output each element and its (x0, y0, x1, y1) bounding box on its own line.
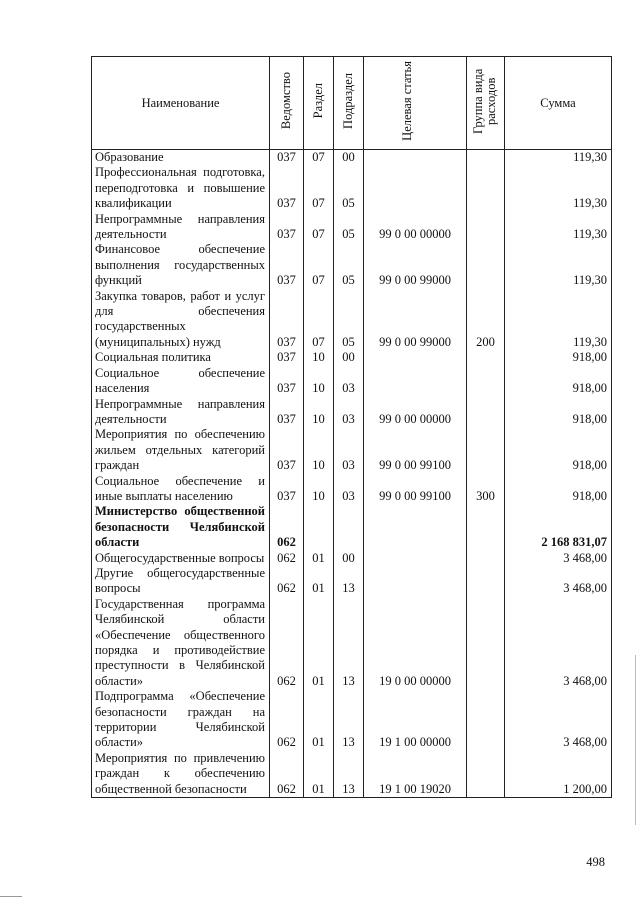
row-name: Мероприятия по обеспечению жильем отдельных категорий граждан (92, 427, 270, 473)
row-target: 19 1 00 19020 (364, 751, 467, 798)
row-dept: 062 (270, 566, 304, 597)
row-dept: 037 (270, 397, 304, 428)
table-row (92, 751, 612, 798)
table-row (92, 504, 612, 550)
table-row (92, 566, 612, 597)
row-dept: 037 (270, 150, 304, 166)
row-section: 01 (304, 566, 334, 597)
header-dept: Ведомство (270, 57, 304, 150)
row-name: Образование (92, 150, 270, 166)
row-expense-group (467, 551, 505, 566)
row-sum: 918,00 (505, 397, 612, 428)
row-expense-group (467, 427, 505, 473)
row-subsection: 00 (334, 551, 364, 566)
row-subsection: 13 (334, 689, 364, 751)
row-section: 01 (304, 597, 334, 689)
row-section: 10 (304, 350, 334, 365)
row-expense-group: 200 (467, 289, 505, 351)
row-expense-group (467, 350, 505, 365)
row-sum: 119,30 (505, 242, 612, 288)
row-target: 99 0 00 99100 (364, 474, 467, 505)
row-dept: 062 (270, 751, 304, 798)
row-section: 01 (304, 751, 334, 798)
row-subsection: 00 (334, 350, 364, 365)
row-sum: 3 468,00 (505, 551, 612, 566)
row-target (364, 165, 467, 211)
header-expense-group: Группа вида расходов (467, 57, 505, 150)
row-section: 01 (304, 689, 334, 751)
table-row (92, 597, 612, 689)
header-section: Раздел (304, 57, 334, 150)
row-dept: 062 (270, 551, 304, 566)
row-sum: 119,30 (505, 150, 612, 166)
row-dept: 037 (270, 242, 304, 288)
row-name: Подпрограмма «Обеспечение безопасности граждан на территории Челябинской области» (92, 689, 270, 751)
table-row (92, 689, 612, 751)
row-target: 19 1 00 00000 (364, 689, 467, 751)
header-name: Наименование (92, 57, 270, 150)
budget-table (91, 56, 612, 798)
row-expense-group (467, 504, 505, 550)
row-section: 07 (304, 242, 334, 288)
row-section: 07 (304, 150, 334, 166)
row-target: 99 0 00 99100 (364, 427, 467, 473)
row-section (304, 504, 334, 550)
row-expense-group (467, 689, 505, 751)
table-row (92, 289, 612, 351)
row-dept: 037 (270, 474, 304, 505)
row-sum: 918,00 (505, 474, 612, 505)
row-target: 99 0 00 99000 (364, 289, 467, 351)
row-subsection: 03 (334, 366, 364, 397)
row-section: 10 (304, 474, 334, 505)
page-number: 498 (586, 855, 605, 869)
row-name: Социальное обеспечение населения (92, 366, 270, 397)
row-expense-group (467, 366, 505, 397)
row-name: Министерство общественной безопасности Челябинской области (92, 504, 270, 550)
row-dept: 037 (270, 212, 304, 243)
row-expense-group (467, 397, 505, 428)
row-subsection: 03 (334, 427, 364, 473)
row-subsection (334, 504, 364, 550)
row-dept: 062 (270, 597, 304, 689)
row-section: 01 (304, 551, 334, 566)
header-subsection: Подраздел (334, 57, 364, 150)
row-section: 07 (304, 289, 334, 351)
row-subsection: 13 (334, 597, 364, 689)
row-dept: 062 (270, 689, 304, 751)
row-sum: 918,00 (505, 366, 612, 397)
row-expense-group (467, 566, 505, 597)
row-sum: 119,30 (505, 165, 612, 211)
table-row (92, 474, 612, 505)
row-target (364, 551, 467, 566)
row-target: 99 0 00 00000 (364, 212, 467, 243)
table-row (92, 397, 612, 428)
header-sum: Сумма (505, 57, 612, 150)
row-name: Непрограммные направления деятельности (92, 397, 270, 428)
row-expense-group: 300 (467, 474, 505, 505)
row-dept: 037 (270, 289, 304, 351)
table-row (92, 551, 612, 566)
row-subsection: 05 (334, 289, 364, 351)
row-subsection: 03 (334, 397, 364, 428)
table-row (92, 212, 612, 243)
row-sum: 2 168 831,07 (505, 504, 612, 550)
row-sum: 119,30 (505, 289, 612, 351)
row-section: 10 (304, 427, 334, 473)
row-expense-group (467, 212, 505, 243)
row-name: Государственная программа Челябинской области «Обеспечение общественного порядка и противодействие преступности в Челябинской области» (92, 597, 270, 689)
scan-edge-line (635, 655, 636, 825)
row-section: 10 (304, 366, 334, 397)
row-section: 07 (304, 212, 334, 243)
table-row (92, 165, 612, 211)
row-sum: 3 468,00 (505, 689, 612, 751)
row-target (364, 350, 467, 365)
row-sum: 3 468,00 (505, 597, 612, 689)
row-target (364, 566, 467, 597)
row-target (364, 366, 467, 397)
row-sum: 918,00 (505, 350, 612, 365)
row-dept: 037 (270, 165, 304, 211)
table-row (92, 350, 612, 365)
row-expense-group (467, 165, 505, 211)
row-name: Социальное обеспечение и иные выплаты населению (92, 474, 270, 505)
row-expense-group (467, 751, 505, 798)
scan-corner-mark (0, 896, 22, 897)
row-target: 99 0 00 00000 (364, 397, 467, 428)
row-expense-group (467, 597, 505, 689)
table-row (92, 366, 612, 397)
header-target: Целевая статья (364, 57, 467, 150)
row-subsection: 13 (334, 566, 364, 597)
row-name: Социальная политика (92, 350, 270, 365)
table-row (92, 242, 612, 288)
row-dept: 062 (270, 504, 304, 550)
row-sum: 1 200,00 (505, 751, 612, 798)
row-name: Мероприятия по привлечению граждан к обеспечению общественной безопасности (92, 751, 270, 798)
row-name: Другие общегосударственные вопросы (92, 566, 270, 597)
row-expense-group (467, 242, 505, 288)
row-section: 07 (304, 165, 334, 211)
row-dept: 037 (270, 427, 304, 473)
table-header-row (92, 57, 612, 150)
row-name: Общегосударственные вопросы (92, 551, 270, 566)
row-subsection: 05 (334, 165, 364, 211)
row-sum: 3 468,00 (505, 566, 612, 597)
row-subsection: 03 (334, 474, 364, 505)
row-sum: 119,30 (505, 212, 612, 243)
row-section: 10 (304, 397, 334, 428)
row-name: Закупка товаров, работ и услуг для обеспечения государственных (муниципальных) нужд (92, 289, 270, 351)
row-name: Профессиональная подготовка, переподготовка и повышение квалификации (92, 165, 270, 211)
row-expense-group (467, 150, 505, 166)
row-sum: 918,00 (505, 427, 612, 473)
row-target: 19 0 00 00000 (364, 597, 467, 689)
row-name: Финансовое обеспечение выполнения государственных функций (92, 242, 270, 288)
row-target: 99 0 00 99000 (364, 242, 467, 288)
row-subsection: 13 (334, 751, 364, 798)
row-dept: 037 (270, 350, 304, 365)
table-body (92, 150, 612, 798)
table-row (92, 427, 612, 473)
row-dept: 037 (270, 366, 304, 397)
row-subsection: 05 (334, 242, 364, 288)
table-row (92, 150, 612, 166)
row-target (364, 150, 467, 166)
row-name: Непрограммные направления деятельности (92, 212, 270, 243)
row-target (364, 504, 467, 550)
row-subsection: 05 (334, 212, 364, 243)
row-subsection: 00 (334, 150, 364, 166)
